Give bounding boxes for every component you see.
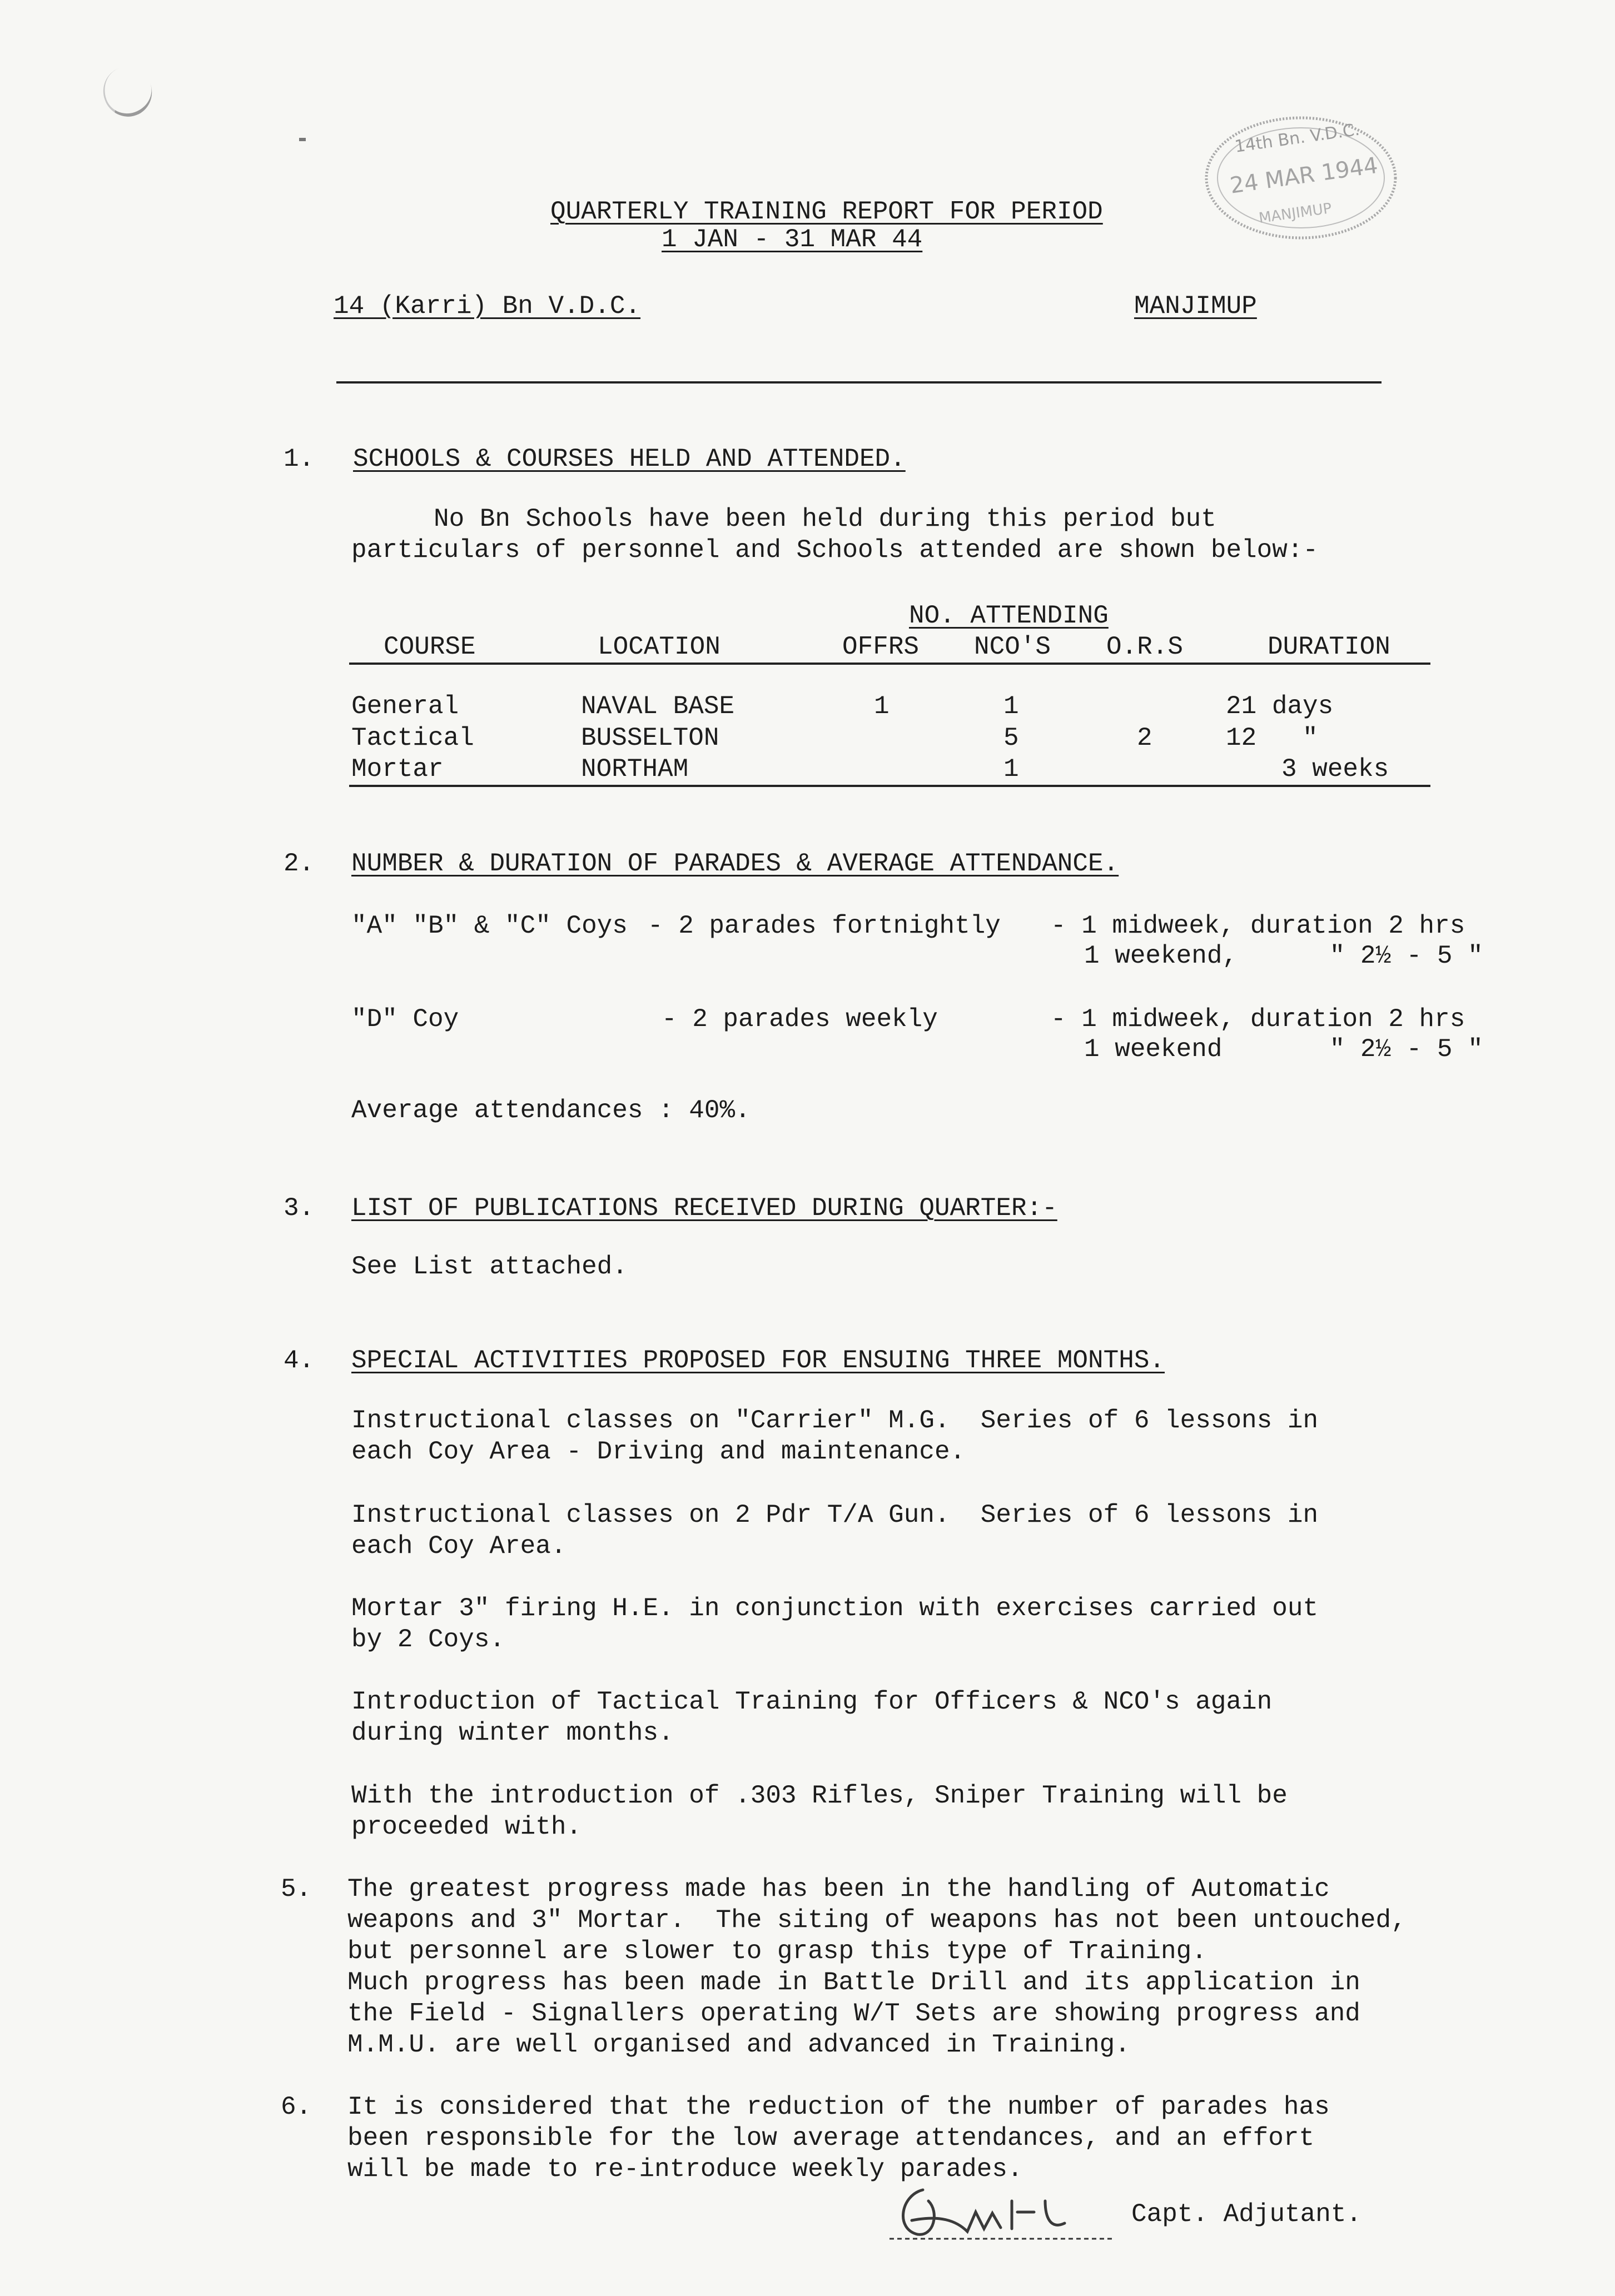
d-detail-line2: 1 weekend " 2½ - 5 " bbox=[1084, 1035, 1483, 1064]
activity-5-line1: With the introduction of .303 Rifles, Sniper Training will be bbox=[351, 1781, 1288, 1810]
cell-course: Tactical bbox=[351, 724, 474, 753]
report-period: 1 JAN - 31 MAR 44 bbox=[662, 225, 923, 254]
cell-course: General bbox=[351, 692, 459, 721]
section1-heading: SCHOOLS & COURSES HELD AND ATTENDED. bbox=[353, 445, 906, 474]
section3-text: See List attached. bbox=[351, 1252, 628, 1281]
col-duration: DURATION bbox=[1268, 632, 1390, 661]
report-title: QUARTERLY TRAINING REPORT FOR PERIOD bbox=[550, 197, 1103, 226]
section4-number: 4. bbox=[284, 1346, 315, 1375]
col-location: LOCATION bbox=[598, 632, 720, 661]
section4-heading: SPECIAL ACTIVITIES PROPOSED FOR ENSUING THREE MONTHS. bbox=[351, 1346, 1165, 1375]
section1-number: 1. bbox=[284, 445, 315, 474]
section5-number: 5. bbox=[281, 1875, 312, 1904]
d-parades: - 2 parades weekly bbox=[662, 1005, 938, 1034]
ink-speck bbox=[299, 138, 306, 141]
section2-heading: NUMBER & DURATION OF PARADES & AVERAGE ATTENDANCE. bbox=[351, 849, 1119, 878]
activity-3-line2: by 2 Coys. bbox=[351, 1625, 505, 1654]
punch-hole-mark bbox=[96, 60, 159, 123]
cell-offrs: 1 bbox=[874, 692, 890, 721]
abc-detail-line2: 1 weekend, " 2½ - 5 " bbox=[1084, 942, 1483, 970]
handwritten-signature bbox=[878, 2168, 1123, 2251]
table-bottom-rule bbox=[349, 785, 1430, 787]
abc-parades: - 2 parades fortnightly bbox=[648, 912, 1001, 940]
cell-location: NAVAL BASE bbox=[581, 692, 735, 721]
cell-location: NORTHAM bbox=[581, 755, 689, 784]
section1-para-line1: No Bn Schools have been held during this period but bbox=[434, 505, 1216, 534]
section2-number: 2. bbox=[284, 849, 315, 878]
section1-para-line2: particulars of personnel and Schools attended are shown below:- bbox=[351, 536, 1319, 565]
cell-course: Mortar bbox=[351, 755, 444, 784]
activity-4-line2: during winter months. bbox=[351, 1719, 674, 1747]
activity-2-line1: Instructional classes on 2 Pdr T/A Gun. Series of 6 lessons in bbox=[351, 1501, 1319, 1530]
activity-5-line2: proceeded with. bbox=[351, 1812, 582, 1841]
signature-title: Capt. Adjutant. bbox=[1131, 2200, 1362, 2229]
stamp-line3: MANJIMUP bbox=[1258, 200, 1333, 227]
col-ncos: NCO'S bbox=[974, 632, 1051, 661]
table-group-header: NO. ATTENDING bbox=[909, 601, 1109, 630]
col-course: COURSE bbox=[384, 632, 476, 661]
activity-2-line2: each Coy Area. bbox=[351, 1532, 567, 1561]
received-stamp bbox=[1201, 111, 1401, 245]
coys-abc: "A" "B" & "C" Coys bbox=[351, 912, 628, 940]
cell-location: BUSSELTON bbox=[581, 724, 719, 753]
cell-duration: 21 days bbox=[1226, 692, 1334, 721]
activity-1-line1: Instructional classes on "Carrier" M.G. Series of 6 lessons in bbox=[351, 1406, 1319, 1435]
section5-line4: Much progress has been made in Battle Drill and its application in bbox=[347, 1968, 1360, 1997]
section6-number: 6. bbox=[281, 2093, 312, 2121]
stamp-date: 24 MAR 1944 bbox=[1228, 152, 1380, 199]
activity-3-line1: Mortar 3" firing H.E. in conjunction with exercises carried out bbox=[351, 1594, 1319, 1623]
col-ors: O.R.S bbox=[1106, 632, 1184, 661]
section3-number: 3. bbox=[284, 1194, 315, 1223]
section5-line3: but personnel are slower to grasp this type of Training. bbox=[347, 1937, 1207, 1966]
section5-line5: the Field - Signallers operating W/T Sets are showing progress and bbox=[347, 1999, 1360, 2028]
header-divider bbox=[336, 381, 1382, 384]
average-attendance: Average attendances : 40%. bbox=[351, 1096, 751, 1125]
section5-line6: M.M.U. are well organised and advanced in Training. bbox=[347, 2030, 1130, 2059]
coy-d: "D" Coy bbox=[351, 1005, 459, 1034]
section5-line1: The greatest progress made has been in the handling of Automatic bbox=[347, 1875, 1330, 1904]
unit-name: 14 (Karri) Bn V.D.C. bbox=[334, 292, 641, 321]
cell-ncos: 1 bbox=[1003, 692, 1019, 721]
section5-line2: weapons and 3" Mortar. The siting of weapons has not been untouched, bbox=[347, 1906, 1407, 1935]
col-offrs: OFFRS bbox=[842, 632, 920, 661]
activity-1-line2: each Coy Area - Driving and maintenance. bbox=[351, 1437, 966, 1466]
section6-line2: been responsible for the low average attendances, and an effort bbox=[347, 2124, 1315, 2153]
table-header-rule bbox=[349, 663, 1430, 665]
cell-duration: 3 weeks bbox=[1281, 755, 1389, 784]
section6-line3: will be made to re-introduce weekly parades. bbox=[347, 2155, 1023, 2184]
unit-location: MANJIMUP bbox=[1134, 292, 1257, 321]
cell-ors: 2 bbox=[1137, 724, 1152, 753]
d-detail-line1: - 1 midweek, duration 2 hrs bbox=[1051, 1005, 1465, 1034]
abc-detail-line1: - 1 midweek, duration 2 hrs bbox=[1051, 912, 1465, 940]
activity-4-line1: Introduction of Tactical Training for Officers & NCO's again bbox=[351, 1687, 1273, 1716]
cell-ncos: 1 bbox=[1003, 755, 1019, 784]
section6-line1: It is considered that the reduction of the number of parades has bbox=[347, 2093, 1330, 2121]
cell-duration: 12 " bbox=[1226, 724, 1318, 753]
stamp-line1: 14th Bn. V.D.C. bbox=[1233, 119, 1361, 157]
cell-ncos: 5 bbox=[1003, 724, 1019, 753]
section3-heading: LIST OF PUBLICATIONS RECEIVED DURING QUARTER:- bbox=[351, 1194, 1057, 1223]
